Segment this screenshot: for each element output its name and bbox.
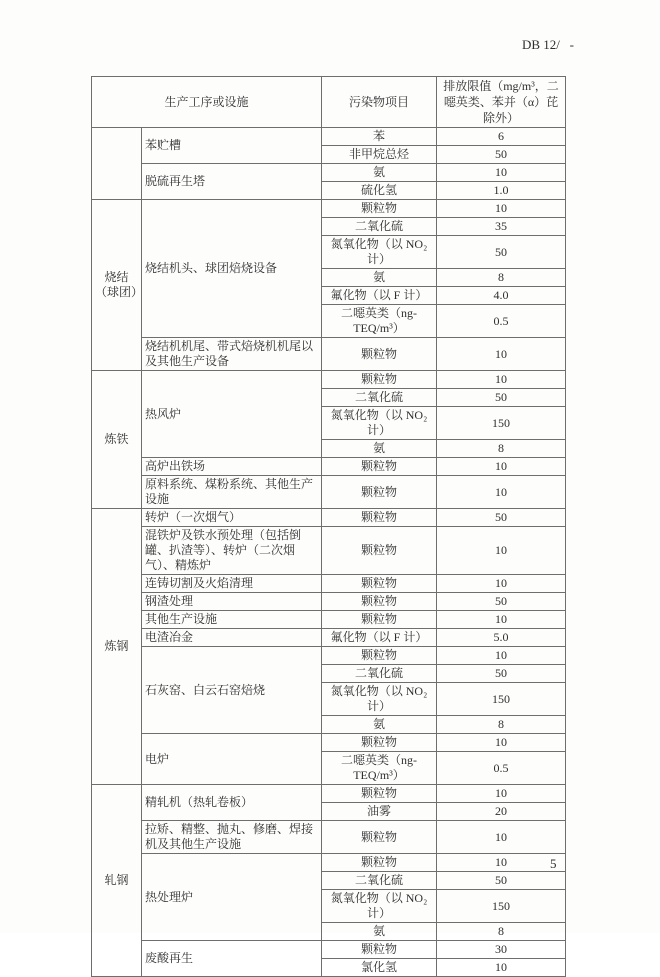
facility-cell: 转炉（一次烟气） (142, 509, 322, 527)
pollutant-cell: 氯化氢 (322, 959, 437, 977)
pollutant-cell: 颗粒物 (322, 200, 437, 218)
table-row (92, 509, 566, 527)
pollutant-cell: 氮氧化物（以 NO₂ 计） (322, 236, 437, 269)
pollutant-cell: 氮氧化物（以 NO₂ 计） (322, 890, 437, 923)
table-row (92, 593, 566, 611)
page-number: 5 (550, 856, 557, 871)
facility-cell: 拉矫、精整、抛丸、修磨、焊接机及其他生产设施 (142, 821, 322, 854)
limit-value-cell: 30 (437, 941, 566, 959)
pollutant-cell: 二噁英类（ng-TEQ/m³） (322, 305, 437, 338)
table-row (92, 611, 566, 629)
emission-limits-table (91, 76, 566, 977)
facility-cell: 其他生产设施 (142, 611, 322, 629)
limit-value-cell: 10 (437, 821, 566, 854)
limit-value-cell: 50 (437, 509, 566, 527)
limit-value-cell: 150 (437, 407, 566, 440)
limit-value-cell: 10 (437, 959, 566, 977)
table-row (92, 854, 566, 872)
pollutant-cell: 氮氧化物（以 NO₂ 计） (322, 683, 437, 716)
pollutant-cell: 二氧化硫 (322, 389, 437, 407)
table-row (92, 128, 566, 146)
facility-cell: 钢渣处理 (142, 593, 322, 611)
facility-cell: 电炉 (142, 734, 322, 785)
pollutant-cell: 氮氧化物（以 NO₂ 计） (322, 407, 437, 440)
limit-value-cell: 20 (437, 803, 566, 821)
pollutant-cell: 油雾 (322, 803, 437, 821)
limit-value-cell: 6 (437, 128, 566, 146)
limit-value-cell: 10 (437, 647, 566, 665)
pollutant-cell: 二氧化硫 (322, 665, 437, 683)
pollutant-cell: 二噁英类（ng-TEQ/m³） (322, 752, 437, 785)
col-header-pollutant: 污染物项目 (322, 77, 437, 128)
process-group-cell: 轧钢 (92, 785, 142, 977)
facility-cell: 废酸再生 (142, 941, 322, 977)
process-group-cell: 烧结（球团） (92, 200, 142, 371)
pollutant-cell: 颗粒物 (322, 647, 437, 665)
limit-value-cell: 50 (437, 236, 566, 269)
table-row (92, 338, 566, 371)
facility-cell: 热处理炉 (142, 854, 322, 941)
table-row (92, 647, 566, 665)
pollutant-cell: 苯 (322, 128, 437, 146)
table-row (92, 575, 566, 593)
pollutant-cell: 氨 (322, 923, 437, 941)
col-header-process: 生产工序或设施 (92, 77, 322, 128)
facility-cell: 热风炉 (142, 371, 322, 458)
limit-value-cell: 10 (437, 785, 566, 803)
pollutant-cell: 二氧化硫 (322, 218, 437, 236)
pollutant-cell: 氨 (322, 440, 437, 458)
table-row (92, 941, 566, 959)
pollutant-cell: 颗粒物 (322, 821, 437, 854)
pollutant-cell: 非甲烷总烃 (322, 146, 437, 164)
limit-value-cell: 0.5 (437, 752, 566, 785)
pollutant-cell: 颗粒物 (322, 854, 437, 872)
pollutant-cell: 颗粒物 (322, 371, 437, 389)
table-row (92, 527, 566, 575)
col-header-limit: 排放限值（mg/m³，二噁英类、苯并（α）芘除外） (437, 77, 566, 128)
table-row (92, 821, 566, 854)
limit-value-cell: 10 (437, 458, 566, 476)
limit-value-cell: 50 (437, 665, 566, 683)
pollutant-cell: 氟化物（以 F 计） (322, 287, 437, 305)
limit-value-cell: 50 (437, 872, 566, 890)
limit-value-cell: 150 (437, 683, 566, 716)
pollutant-cell: 颗粒物 (322, 338, 437, 371)
limit-value-cell: 10 (437, 527, 566, 575)
limit-value-cell: 0.5 (437, 305, 566, 338)
table-row (92, 734, 566, 752)
facility-cell: 脱硫再生塔 (142, 164, 322, 200)
pollutant-cell: 颗粒物 (322, 509, 437, 527)
limit-value-cell: 150 (437, 890, 566, 923)
pollutant-cell: 氨 (322, 269, 437, 287)
table-header-row (92, 77, 566, 128)
table-row (92, 785, 566, 803)
pollutant-cell: 颗粒物 (322, 611, 437, 629)
limit-value-cell: 8 (437, 923, 566, 941)
pollutant-cell: 颗粒物 (322, 458, 437, 476)
pollutant-cell: 颗粒物 (322, 527, 437, 575)
limit-value-cell: 10 (437, 164, 566, 182)
limit-value-cell: 10 (437, 476, 566, 509)
limit-value-cell: 50 (437, 389, 566, 407)
facility-cell: 电渣冶金 (142, 629, 322, 647)
limit-value-cell: 10 (437, 371, 566, 389)
limit-value-cell: 8 (437, 716, 566, 734)
pollutant-cell: 硫化氢 (322, 182, 437, 200)
facility-cell: 连铸切割及火焰清理 (142, 575, 322, 593)
pollutant-cell: 颗粒物 (322, 785, 437, 803)
limit-value-cell: 10 (437, 575, 566, 593)
pollutant-cell: 氟化物（以 F 计） (322, 629, 437, 647)
table-row (92, 476, 566, 509)
limit-value-cell: 50 (437, 146, 566, 164)
pollutant-cell: 颗粒物 (322, 734, 437, 752)
limit-value-cell: 8 (437, 269, 566, 287)
pollutant-cell: 颗粒物 (322, 575, 437, 593)
limit-value-cell: 10 (437, 734, 566, 752)
facility-cell: 烧结机头、球团焙烧设备 (142, 200, 322, 338)
limit-value-cell: 35 (437, 218, 566, 236)
facility-cell: 原料系统、煤粉系统、其他生产设施 (142, 476, 322, 509)
pollutant-cell: 颗粒物 (322, 941, 437, 959)
limit-value-cell: 5.0 (437, 629, 566, 647)
process-group-cell (92, 128, 142, 200)
process-group-cell: 炼钢 (92, 509, 142, 785)
facility-cell: 混铁炉及铁水预处理（包括倒罐、扒渣等）、转炉（二次烟气）、精炼炉 (142, 527, 322, 575)
limit-value-cell: 10 (437, 611, 566, 629)
doc-code: DB 12/ - (522, 37, 574, 52)
limit-value-cell: 10 (437, 338, 566, 371)
table-row (92, 371, 566, 389)
pollutant-cell: 氨 (322, 164, 437, 182)
limit-value-cell: 4.0 (437, 287, 566, 305)
table-row (92, 458, 566, 476)
table-row (92, 164, 566, 182)
table-row (92, 200, 566, 218)
limit-value-cell: 10 (437, 200, 566, 218)
limit-value-cell: 50 (437, 593, 566, 611)
facility-cell: 苯贮槽 (142, 128, 322, 164)
limit-value-cell: 8 (437, 440, 566, 458)
pollutant-cell: 氨 (322, 716, 437, 734)
process-group-cell: 炼铁 (92, 371, 142, 509)
limit-value-cell: 1.0 (437, 182, 566, 200)
facility-cell: 石灰窑、白云石窑焙烧 (142, 647, 322, 734)
pollutant-cell: 颗粒物 (322, 476, 437, 509)
pollutant-cell: 颗粒物 (322, 593, 437, 611)
pollutant-cell: 二氧化硫 (322, 872, 437, 890)
limit-value-cell: 10 (437, 854, 566, 872)
facility-cell: 烧结机机尾、带式焙烧机机尾以及其他生产设备 (142, 338, 322, 371)
facility-cell: 高炉出铁场 (142, 458, 322, 476)
facility-cell: 精轧机（热轧卷板） (142, 785, 322, 821)
table-row (92, 629, 566, 647)
